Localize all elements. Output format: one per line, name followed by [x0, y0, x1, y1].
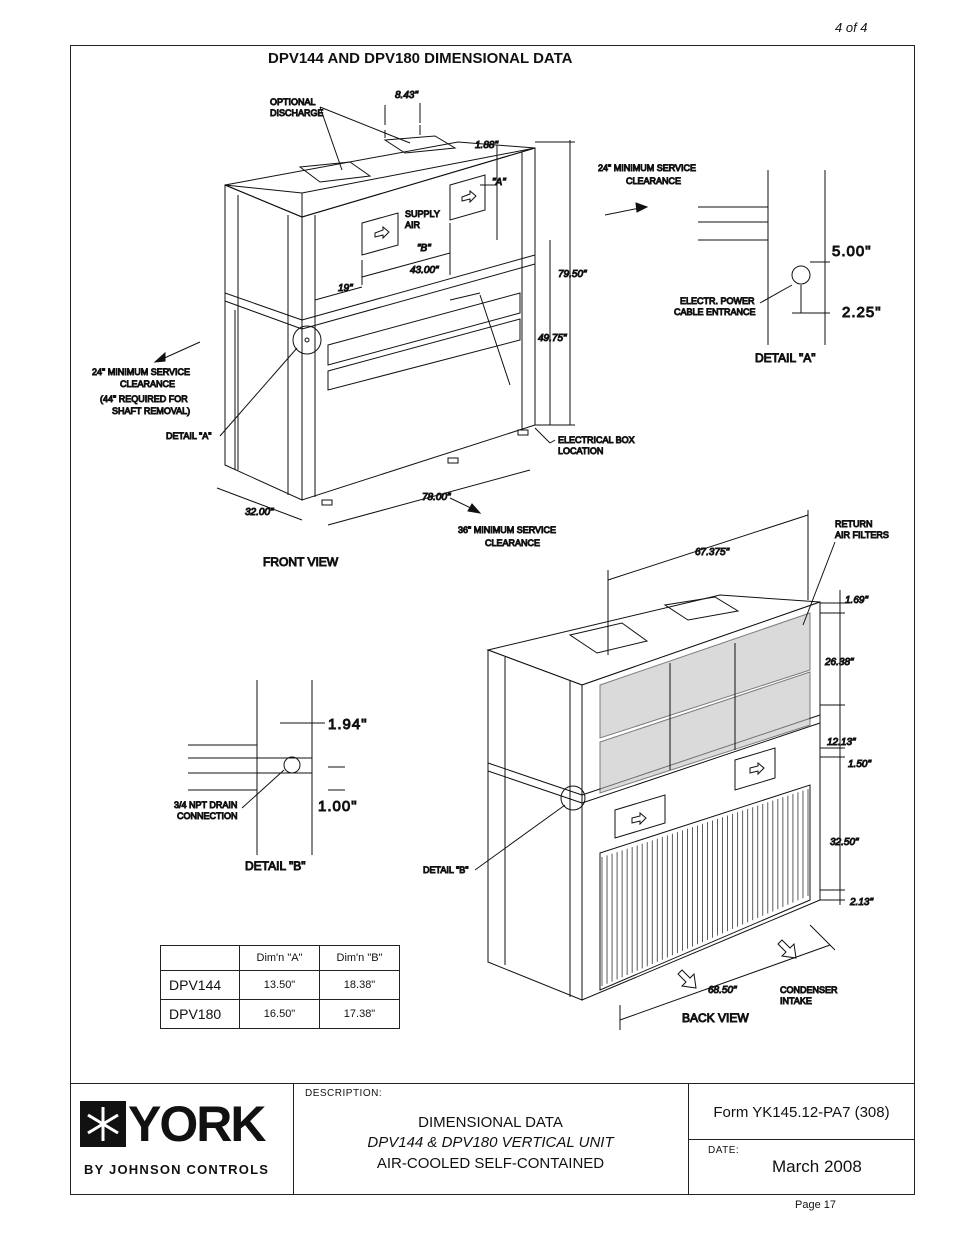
- left-clearance-3: (44" REQUIRED FOR: [100, 394, 188, 404]
- date-block: [688, 1139, 915, 1195]
- table-row: [161, 971, 400, 1000]
- drain-connection-2: CONNECTION: [177, 811, 238, 821]
- left-clearance-4: SHAFT REMOVAL): [112, 406, 191, 416]
- dim-1-94: 1.94": [328, 716, 368, 733]
- power-entrance-1: ELECTR. POWER: [680, 296, 755, 306]
- electrical-box-2: LOCATION: [558, 446, 604, 456]
- table-row: [161, 1000, 400, 1029]
- table-header-b: Dim'n "B": [320, 946, 400, 971]
- desc-line-1: DIMENSIONAL DATA: [418, 1114, 563, 1131]
- dim-A: "A": [492, 177, 506, 188]
- drain-connection-1: 3/4 NPT DRAIN: [174, 800, 238, 810]
- detail-b-label: DETAIL "B": [245, 859, 306, 873]
- condenser-intake-1: CONDENSER: [780, 985, 838, 995]
- dim-32-00: 32.00": [245, 507, 274, 518]
- model-cell: DPV180: [161, 1000, 240, 1029]
- form-block: [688, 1084, 915, 1140]
- dim-68-50: 68.50": [708, 985, 737, 996]
- front-clearance-1: 36" MINIMUM SERVICE: [458, 525, 557, 535]
- dim-1-50: 1.50": [848, 759, 872, 770]
- dim-26-38: 26.38": [825, 657, 854, 668]
- brand-name: YORK: [128, 1096, 265, 1152]
- dim-67-375: 67.375": [695, 547, 730, 558]
- dimensional-drawing: [70, 45, 915, 1083]
- return-filters-2: AIR FILTERS: [835, 530, 889, 540]
- detail-b-drawing: [188, 680, 345, 855]
- detail-a-ref: DETAIL "A": [166, 431, 212, 441]
- left-clearance-1: 24" MINIMUM SERVICE: [92, 367, 191, 377]
- table-header-blank: [161, 946, 240, 971]
- detail-a-drawing: [698, 170, 830, 345]
- dim-78-00: 78.00": [422, 492, 451, 503]
- return-filters-1: RETURN: [835, 519, 873, 529]
- detail-a-label: DETAIL "A": [755, 351, 816, 365]
- date-label: DATE:: [708, 1145, 740, 1156]
- back-view-unit: [488, 595, 820, 1000]
- dim-a-cell: 16.50": [240, 1000, 320, 1029]
- left-clearance-2: CLEARANCE: [120, 379, 176, 389]
- dim-2-25: 2.25": [842, 304, 882, 321]
- dim-5-00: 5.00": [832, 243, 872, 260]
- intake-arrow-icon-2: [778, 940, 796, 958]
- dim-1-88: 1.88": [475, 140, 499, 151]
- title-block: [70, 1083, 915, 1195]
- desc-line-3: AIR-COOLED SELF-CONTAINED: [376, 1155, 605, 1172]
- dim-2-13: 2.13": [850, 897, 874, 908]
- dim-8-43: 8.43": [395, 90, 419, 101]
- power-entrance-2: CABLE ENTRANCE: [674, 307, 756, 317]
- electrical-box-1: ELECTRICAL BOX: [558, 435, 635, 445]
- optional-discharge-label-2: DISCHARGE: [270, 108, 324, 118]
- right-clearance-2: CLEARANCE: [626, 176, 682, 186]
- dim-79-50: 79.50": [558, 269, 587, 280]
- table-header-a: Dim'n "A": [240, 946, 320, 971]
- back-view-label: BACK VIEW: [682, 1011, 749, 1025]
- snowflake-icon: [80, 1101, 126, 1147]
- dim-b-cell: 17.38": [320, 1000, 400, 1029]
- dim-b-cell: 18.38": [320, 971, 400, 1000]
- condenser-intake-2: INTAKE: [780, 996, 812, 1006]
- drawing-title: DPV144 AND DPV180 DIMENSIONAL DATA: [268, 50, 573, 67]
- dim-49-75: 49.75": [538, 333, 567, 344]
- front-view-unit: [225, 136, 535, 505]
- front-view-label: FRONT VIEW: [263, 555, 339, 569]
- dim-1-00: 1.00": [318, 798, 358, 815]
- form-number: Form YK145.12-PA7 (308): [713, 1104, 890, 1121]
- supply-air-label-2: AIR: [405, 220, 421, 230]
- model-cell: DPV144: [161, 971, 240, 1000]
- page-number: Page 17: [795, 1199, 836, 1211]
- dim-a-cell: 13.50": [240, 971, 320, 1000]
- intake-arrow-icon: [678, 970, 696, 988]
- dim-19: 19": [338, 283, 353, 294]
- page-count: 4 of 4: [835, 20, 868, 35]
- description-label: DESCRIPTION:: [305, 1088, 383, 1099]
- optional-discharge-label: OPTIONAL: [270, 97, 316, 107]
- detail-b-ref: DETAIL "B": [423, 865, 469, 875]
- dim-12-13: 12.13": [827, 737, 856, 748]
- desc-line-2: DPV144 & DPV180 VERTICAL UNIT: [367, 1134, 614, 1151]
- dim-B: "B": [417, 243, 431, 254]
- sub-brand: BY JOHNSON CONTROLS: [84, 1162, 270, 1177]
- dimension-table: [160, 945, 400, 1029]
- supply-air-label: SUPPLY: [405, 209, 440, 219]
- front-clearance-2: CLEARANCE: [485, 538, 541, 548]
- date-value: March 2008: [772, 1157, 862, 1176]
- right-clearance-1: 24" MINIMUM SERVICE: [598, 163, 697, 173]
- dim-32-50: 32.50": [830, 837, 859, 848]
- description-block: [293, 1084, 689, 1195]
- dim-43-00: 43.00": [410, 265, 439, 276]
- york-logo: [70, 1084, 294, 1195]
- dim-1-69: 1.69": [845, 595, 869, 606]
